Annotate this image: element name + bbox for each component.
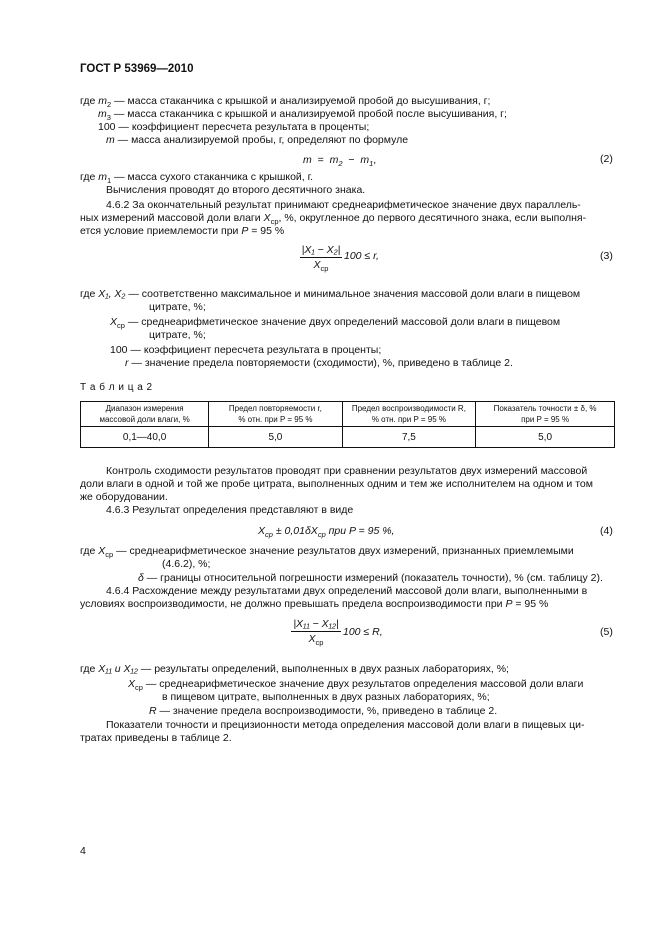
formula-5-number: (5) [600,626,613,638]
def-R: R — значение предела воспроизводимости, %, приведено в таблице 2. [149,705,498,717]
def-xcp-5-cont: в пищевом цитрате, выполненных в двух разных лабораториях, %; [162,691,490,703]
p464-line1: 4.6.4 Расхождение между результатами двух определений массовой доли влаги, выполненными в [106,585,588,597]
formula-3-number: (3) [600,250,613,262]
table-cell: 5,0 [209,427,343,448]
def-xcp-4-cont: (4.6.2), %; [162,558,211,570]
formula-5-tail: 100 ≤ R, [343,626,383,638]
table-row [81,427,615,448]
formula-4-number: (4) [600,525,613,537]
table-2 [80,401,615,448]
p462-line3: ется условие приемлемости при P = 95 % [80,225,285,237]
table-header-cell: Предел повторяемости r, % отн. при P = 95 % [209,402,343,427]
calc-note: Вычисления проводят до второго десятичного знака. [106,184,366,196]
table-header-row [81,402,615,427]
def-xcp-5: $X_{ср}$ — среднеарифметическое значение двух результатов определения массовой доли влаги [128,678,584,692]
formula-3-tail: 100 ≤ r, [344,250,379,262]
def-x1-x2: где X₁, X₂ — соответственно максимальное и минимальное значения массовой доли влаги в пищевом [80,288,581,300]
control-line1: Контроль сходимости результатов проводят при сравнении результатов двух измерений массовой [106,465,588,477]
control-line3: же оборудовании. [80,491,168,503]
def-xcp-cont: цитрате, %; [149,329,206,341]
table-cell: 7,5 [342,427,476,448]
table-caption: Т а б л и ц а 2 [80,382,153,393]
formula-4: $X_{ср} \pm 0,01\delta X_{ср}$ при P = 95 %, [258,525,395,539]
def-coef-100: 100 — коэффициент пересчета результата в проценты; [98,121,370,133]
p464-line2: условиях воспроизводимости, не должно превышать предела воспроизводимости при P = 95 % [80,598,549,610]
def-m3: $m_3$ — масса стаканчика с крышкой и анализируемой пробой после высушивания, г; [98,108,507,122]
def-xcp: $X_{ср}$ — среднеарифметическое значение двух определений массовой доли влаги в пищевом [110,316,561,330]
def-coef-100-b: 100 — коэффициент пересчета результата в проценты; [110,344,382,356]
def-r: r — значение предела повторяемости (сходимости), %, приведено в таблице 2. [125,357,513,369]
page-number: 4 [80,845,86,857]
table-header-cell: Предел воспроизводимости R, % отн. при P = 95 % [342,402,476,427]
control-line2: доли влаги в одной и той же пробе цитрата, выполненных одним и тем же исполнителем на одном и том [80,478,593,490]
final-line2: тратах приведены в таблице 2. [80,732,232,744]
def-m2: где $m_2$ — масса стаканчика с крышкой и анализируемой пробой до высушивания, г; [80,95,491,109]
def-xt1-xt2: где X₁₁ и X₁₂ — результаты определений, выполненных в двух разных лабораториях, %; [80,663,509,675]
def-xcp-4: где $X_{ср}$ — среднеарифметическое значение результатов двух измерений, признанных приемлемыми [80,545,574,559]
table-cell: 0,1—40,0 [81,427,209,448]
def-delta: δ — границы относительной погрешности измерений (показатель точности), % (см. таблицу 2). [138,572,603,584]
final-line1: Показатели точности и прецизионности метода определения массовой доли влаги в пищевых ци- [106,719,585,731]
table-cell: 5,0 [476,427,615,448]
p462-line1: 4.6.2 За окончательный результат принимают среднеарифметическое значение двух параллель- [106,199,581,211]
formula-2-number: (2) [600,153,613,165]
formula-3-fraction: |X₁ − X₂| $X_{ср}$ [301,244,341,273]
p462-line2: ных измерений массовой доли влаги $X_{ср}$, %, округленное до первого десятичного знака, если выполня- [80,212,587,226]
def-m: m — масса анализируемой пробы, г, определяют по формуле [106,134,409,146]
def-m1: где $m_1$ — масса сухого стаканчика с крышкой, г. [80,171,314,185]
p463: 4.6.3 Результат определения представляют в виде [106,504,354,516]
document-header: ГОСТ Р 53969—2010 [80,63,194,75]
formula-5-fraction: |X₁₁ − X₁₂| $X_{ср}$ [293,618,339,647]
def-x1-x2-cont: цитрате, %; [149,301,206,313]
table-header-cell: Показатель точности ± δ, % при P = 95 % [476,402,615,427]
formula-2: $m = m_2 - m_1$, [303,154,377,168]
table-header-cell: Диапазон измерения массовой доли влаги, % [81,402,209,427]
